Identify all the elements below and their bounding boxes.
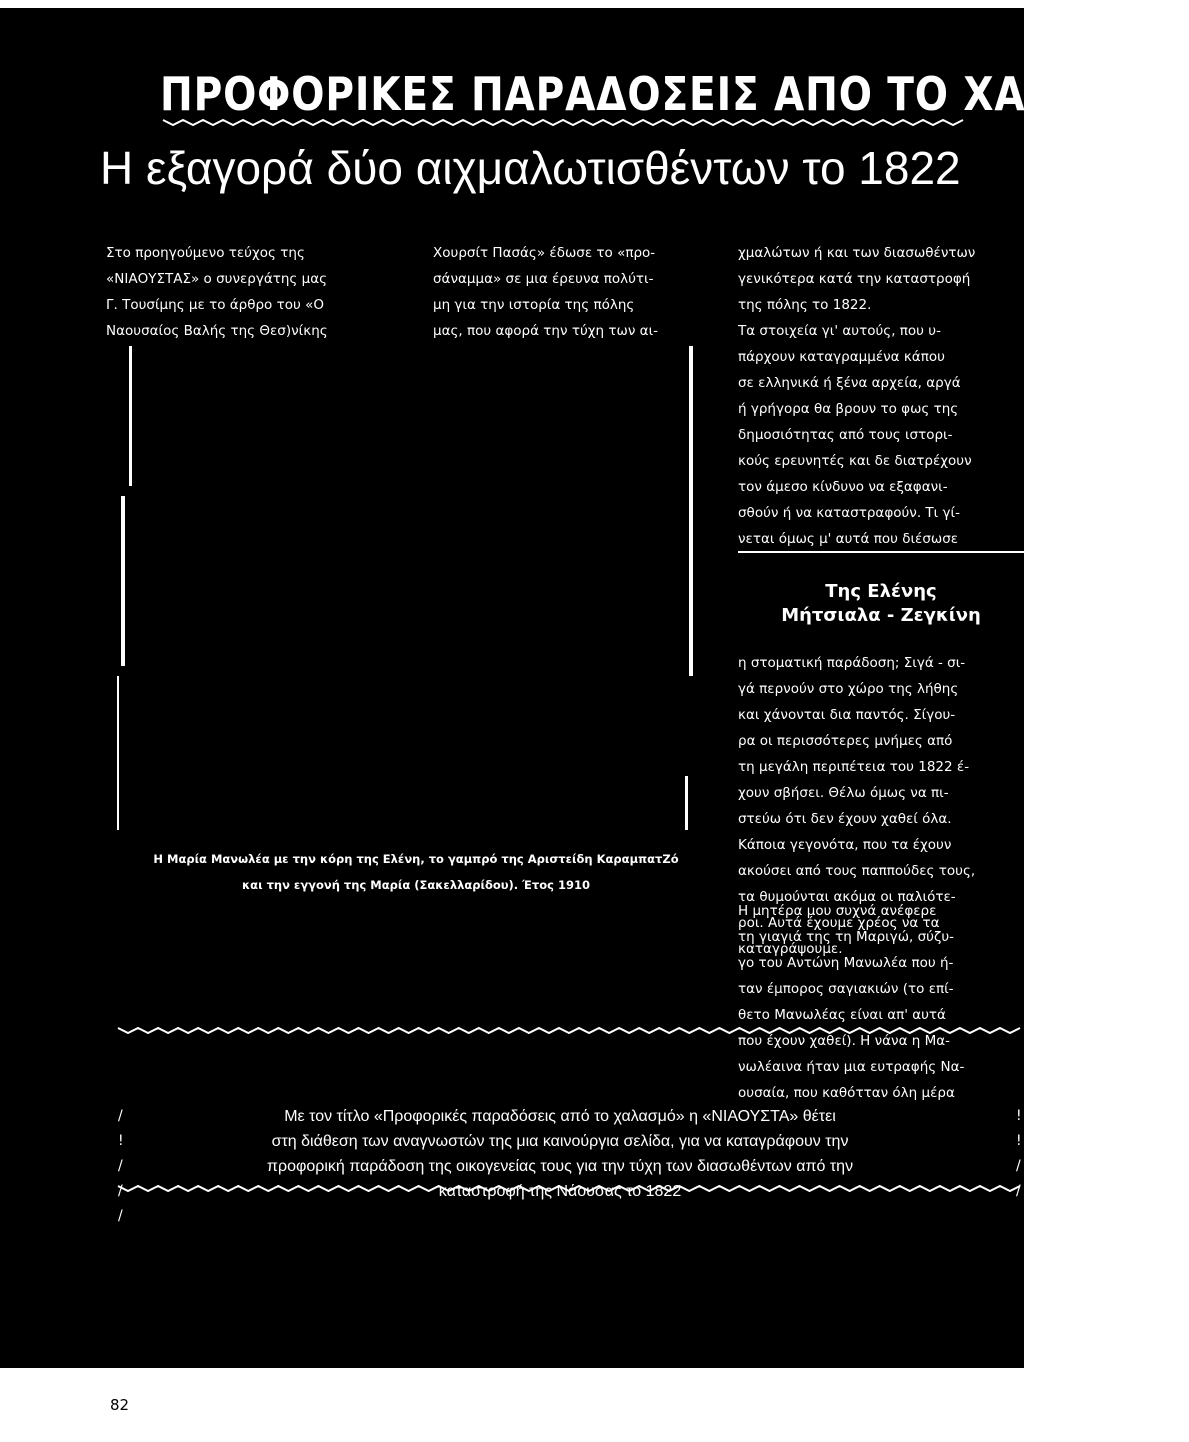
text-line: που έχουν χαθεί). Η νάνα η Μα- [738, 1033, 951, 1049]
text-line: τον άμεσο κίνδυνο να εξαφανι- [738, 479, 948, 495]
text-line: σάναμμα» σε μια έρευνα πολύτι- [433, 271, 654, 287]
text-line: «ΝΙΑΟΥΣΤΑΣ» ο συνεργάτης μας [106, 271, 328, 287]
author-line: Μήτσιαλα - Ζεγκίνη [781, 605, 981, 626]
text-line: καταγράψουμε. [738, 941, 843, 957]
text-line: Χουρσίτ Πασάς» έδωσε το «προ- [433, 245, 656, 261]
section-kicker: ΠΡΟΦΟΡΙΚΕΣ ΠΑΡΑΔΟΣΕΙΣ ΑΠΟ ΤΟ ΧΑΛΑΣΜΟ [160, 67, 1189, 121]
text-line: ρα οι περισσότερες μνήμες από [738, 733, 953, 749]
notice-line: Με τον τίτλο «Προφορικές παραδόσεις από το χαλασμό» η «ΝΙΑΟΥΣΤΑ» θέτει [284, 1108, 836, 1125]
article-column-1 [106, 240, 398, 344]
text-line: ταν έμπορος σαγιακιών (το επί- [738, 981, 954, 997]
text-line: χουν σβήσει. Θέλω όμως να πι- [738, 785, 949, 801]
text-line: νωλέαινα ήταν μια ευτραφής Να- [738, 1059, 965, 1075]
photo-caption [106, 846, 726, 898]
text-line: και χάνονται δια παντός. Σίγου- [738, 707, 956, 723]
text-line: Κάποια γεγονότα, που τα έχουν [738, 837, 952, 853]
text-line: νεται όμως μ' αυτά που διέσωσε [738, 531, 959, 547]
text-line: ουσαία, που καθότταν όλη μέρα [738, 1085, 955, 1101]
photo-scratch [117, 676, 119, 830]
text-line: στεύω ότι δεν έχουν χαθεί όλα. [738, 811, 952, 827]
text-line: θετο Μανωλέας είναι απ' αυτά [738, 1007, 946, 1023]
article-column-2 [433, 240, 691, 344]
text-line: γά περνούν στο χώρο της λήθης [738, 681, 959, 697]
caption-line: και την εγγονή της Μαρία (Σακελλαρίδου). Έτος 1910 [242, 878, 590, 892]
text-line: δημοσιότητας από τους ιστορι- [738, 427, 953, 443]
text-line: μας, που αφορά την τύχη των αι- [433, 323, 659, 339]
text-line: η στοματική παράδοση; Σιγά - σι- [738, 655, 966, 671]
notice-line: προφορική παράδοση της οικογενείας τους για την τύχη των διασωθέντων από την [266, 1158, 854, 1175]
text-line: Στο προηγούμενο τεύχος της [106, 245, 305, 261]
historic-photo [115, 346, 705, 830]
photo-scratch [685, 776, 688, 830]
notice-border-left: / ! / / / [118, 1108, 124, 1224]
text-line: Η μητέρα μου συχνά ανέφερε [738, 903, 937, 919]
text-line: ροι. Αυτά έχουμε χρέος να τα [738, 915, 940, 931]
text-line: ακούσει από τους παππούδες τους, [738, 863, 976, 879]
text-line: Τα στοιχεία γι' αυτούς, που υ- [738, 323, 941, 339]
text-line: τη γιαγιά της τη Μαριγώ, σύζυ- [738, 929, 955, 945]
author-byline [738, 580, 1024, 628]
decorative-zigzag-notice-bottom [118, 1184, 1020, 1192]
text-line: τα θυμούνται ακόμα οι παλιότε- [738, 889, 956, 905]
page-number: 82 [110, 1396, 130, 1414]
notice-line: καταστροφή της Νάουσας το 1822 [438, 1183, 682, 1200]
byline-divider [738, 551, 1024, 553]
text-line: Γ. Τουσίμης με το άρθρο του «Ο [106, 297, 324, 313]
notice-border-right: ! ! / / [1016, 1108, 1022, 1199]
text-line: πάρχουν καταγραμμένα κάπου [738, 349, 945, 365]
photo-scratch [121, 496, 125, 666]
notice-line: στη διάθεση των αναγνωστών της μια καινούργια σελίδα, για να καταγράφουν την [271, 1133, 849, 1150]
text-line: ή γρήγορα θα βρουν το φως της [738, 401, 959, 417]
text-line: σθούν ή να καταστραφούν. Τι γί- [738, 505, 960, 521]
author-line: Της Ελένης [825, 581, 937, 602]
text-line: χμαλώτων ή και των διασωθέντων [738, 245, 976, 261]
caption-line: Η Μαρία Μανωλέα με την κόρη της Ελένη, το γαμπρό της Αριστείδη ΚαραμπατΖό [153, 852, 679, 866]
decorative-zigzag-top [163, 118, 963, 126]
text-line: κούς ερευνητές και δε διατρέχουν [738, 453, 972, 469]
photo-scratch [129, 346, 132, 486]
photo-scratch [689, 346, 693, 676]
text-line: γενικότερα κατά την καταστροφή [738, 271, 971, 287]
text-line: τη μεγάλη περιπέτεια του 1822 έ- [738, 759, 970, 775]
article-headline: Η εξαγορά δύο αιχμαλωτισθέντων το 1822 [100, 142, 961, 194]
text-line: σε ελληνικά ή ξένα αρχεία, αργά [738, 375, 961, 391]
text-line: Ναουσαίος Βαλής της Θεσ)νίκης [106, 323, 328, 339]
text-line: της πόλης το 1822. [738, 297, 872, 313]
decorative-zigzag-notice-top [118, 1026, 1020, 1034]
text-line: γο του Αντώνη Μανωλέα που ή- [738, 955, 954, 971]
text-line: μη για την ιστορία της πόλης [433, 297, 635, 313]
article-column-3-bottom [738, 898, 1024, 1106]
article-column-3-top [738, 240, 1024, 552]
